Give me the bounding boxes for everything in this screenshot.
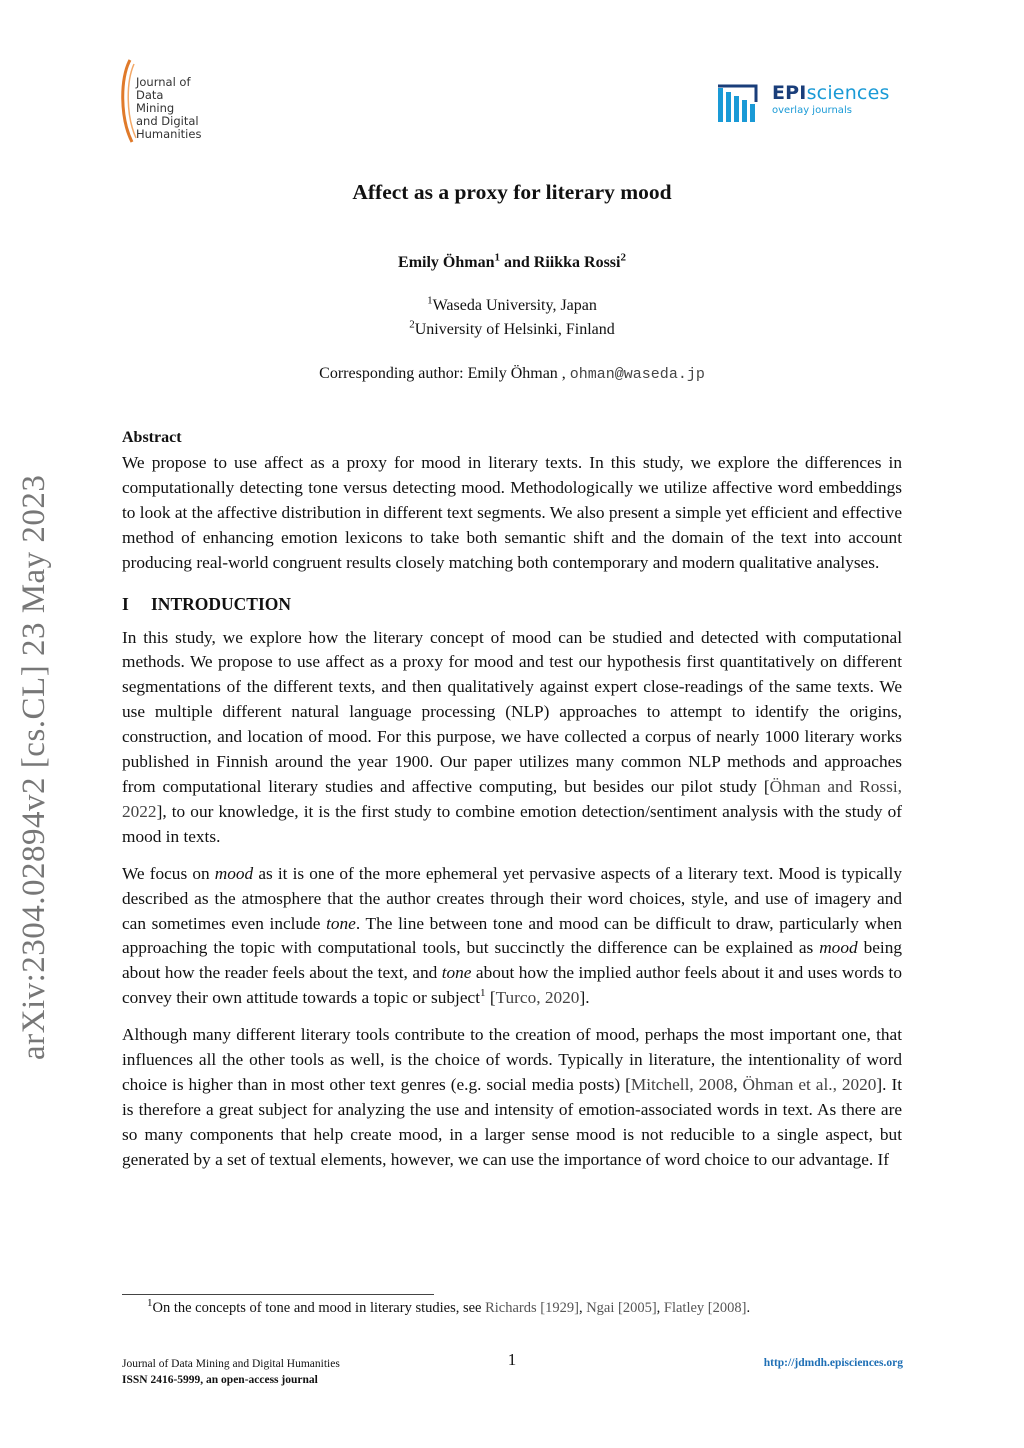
email-link[interactable]: ohman@waseda.jp xyxy=(569,366,705,383)
section-heading xyxy=(122,592,902,616)
journal-url-link[interactable]: http://jdmdh.episciences.org xyxy=(763,1357,903,1369)
citation-link[interactable]: Öhman et al., 2020 xyxy=(742,1074,877,1094)
affiliation xyxy=(0,294,1024,315)
citation-link[interactable]: Flatley [2008] xyxy=(663,1300,747,1316)
paper-title: Affect as a proxy for literary mood xyxy=(352,180,672,204)
affiliation xyxy=(0,318,1024,339)
journal-logo xyxy=(118,58,202,141)
main-content xyxy=(122,428,902,1173)
affiliation-mark: 1 xyxy=(427,294,433,307)
footnote-mark: 1 xyxy=(147,1297,153,1310)
episciences-logo xyxy=(716,78,896,124)
citation-link[interactable]: Mitchell, 2008 xyxy=(630,1074,734,1094)
citation-link[interactable]: Turco, 2020 xyxy=(495,988,580,1008)
author-joiner: and xyxy=(499,254,534,271)
footnote: $^1$On the concepts of tone and mood in literary studies, see Richards [1929], Ngai [2005], Flatley [2008]. xyxy=(147,1297,751,1316)
affiliation-text: University of Helsinki, Finland xyxy=(414,321,615,338)
page-number: 1 xyxy=(507,1350,517,1369)
citation-link[interactable]: Richards [1929] xyxy=(485,1300,579,1316)
footer-issn: ISSN 2416-5999, an open-access journal xyxy=(122,1374,318,1386)
citation-link[interactable]: Öhman and Rossi, 2022 xyxy=(122,776,902,821)
author-name: Riikka Rossi xyxy=(533,254,621,271)
author-list xyxy=(0,251,1024,272)
paragraph: In this study, we explore how the literary concept of mood can be studied and detected with computational methods. We propose to use affect as a proxy for mood and test our hypothesis first quantitatively on different segmentations of the different texts, and then qualitatively against expert close-readings of the same texts. We use multiple different natural language processing (NLP) approaches to attempt to identify the origins, construction, and location of mood. For this purpose, we have collected a corpus of nearly 1000 literary works published in Finnish around the year 1900. Our paper utilizes many common NLP methods and approaches from computational literary studies and affective computing, but besides our pilot study [Öhman and Rossi, 2022], to our knowledge, it is the first study to combine emotion detection/sentiment analysis with the study of mood in texts. xyxy=(122,627,902,846)
author-affil-mark: 2 xyxy=(620,251,626,264)
abstract-heading: Abstract xyxy=(122,429,182,446)
paragraph: We focus on mood as it is one of the more ephemeral yet pervasive aspects of a literary text. Mood is typically described as the atmosphere that the author creates through their word choices, style, and use of imagery and can sometimes even include tone. The line between tone and mood can be difficult to draw, particularly when approaching the topic with computational tools, but succinctly the difference can be explained as mood being about how the reader feels about the text, and tone about how the implied author feels about it and uses words to convey their own attitude towards a topic or subject$^1$ [Turco, 2020]. xyxy=(122,863,903,1008)
citation-link[interactable]: Ngai [2005] xyxy=(586,1300,657,1316)
footnote-divider xyxy=(122,1294,434,1295)
journal-logo-text: Journal of Data Mining and Digital Humanities xyxy=(136,75,202,141)
abstract-text: We propose to use affect as a proxy for mood in literary texts. In this study, we explore the differences in computationally detecting tone versus detecting mood. Methodologically we utilize affective word embeddings to look at the affective distribution in different text segments. We also present a simple yet efficient and effective method of enhancing emotion lexicons to take both semantic shift and the domain of the text into account producing real-world congruent results closely matching both contemporary and modern qualitative analyses. xyxy=(122,453,902,572)
corresponding-label: Corresponding author: Emily Öhman , xyxy=(319,365,566,382)
footnote-ref[interactable]: 1 xyxy=(480,987,486,1000)
paragraph: Although many different literary tools contribute to the creation of mood, perhaps the most important one, that influences all the other tools as well, is the choice of words. Typically in literature, the intentionality of word choice is higher than in most other text genres (e.g. social media posts) [Mitchell, 2008, Öhman et al., 2020]. It is therefore a great subject for analyzing the use and intensity of emotion-associated words in text. As there are so many components that help create mood, in a larger sense mood is not reducible to a single aspect, but generated by a set of textual elements, however, we can use the importance of word choice to our advantage. If xyxy=(122,1025,903,1169)
footer-journal-name: Journal of Data Mining and Digital Humanities xyxy=(122,1358,340,1370)
section-title: INTRODUCTION xyxy=(151,593,292,614)
corresponding-author xyxy=(0,365,1024,383)
author-name: Emily Öhman xyxy=(398,254,495,271)
episciences-wordmark: EPIsciences xyxy=(772,82,890,104)
affiliation-text: Waseda University, Japan xyxy=(432,297,597,314)
episciences-logo-icon xyxy=(716,78,760,124)
author-affil-mark: 1 xyxy=(494,251,500,264)
affiliation-mark: 2 xyxy=(409,318,415,331)
arxiv-stamp: arXiv:2304.02894v2 [cs.CL] 23 May 2023 xyxy=(16,474,52,1060)
episciences-tagline: overlay journals xyxy=(772,105,852,116)
section-number: I xyxy=(122,593,129,614)
